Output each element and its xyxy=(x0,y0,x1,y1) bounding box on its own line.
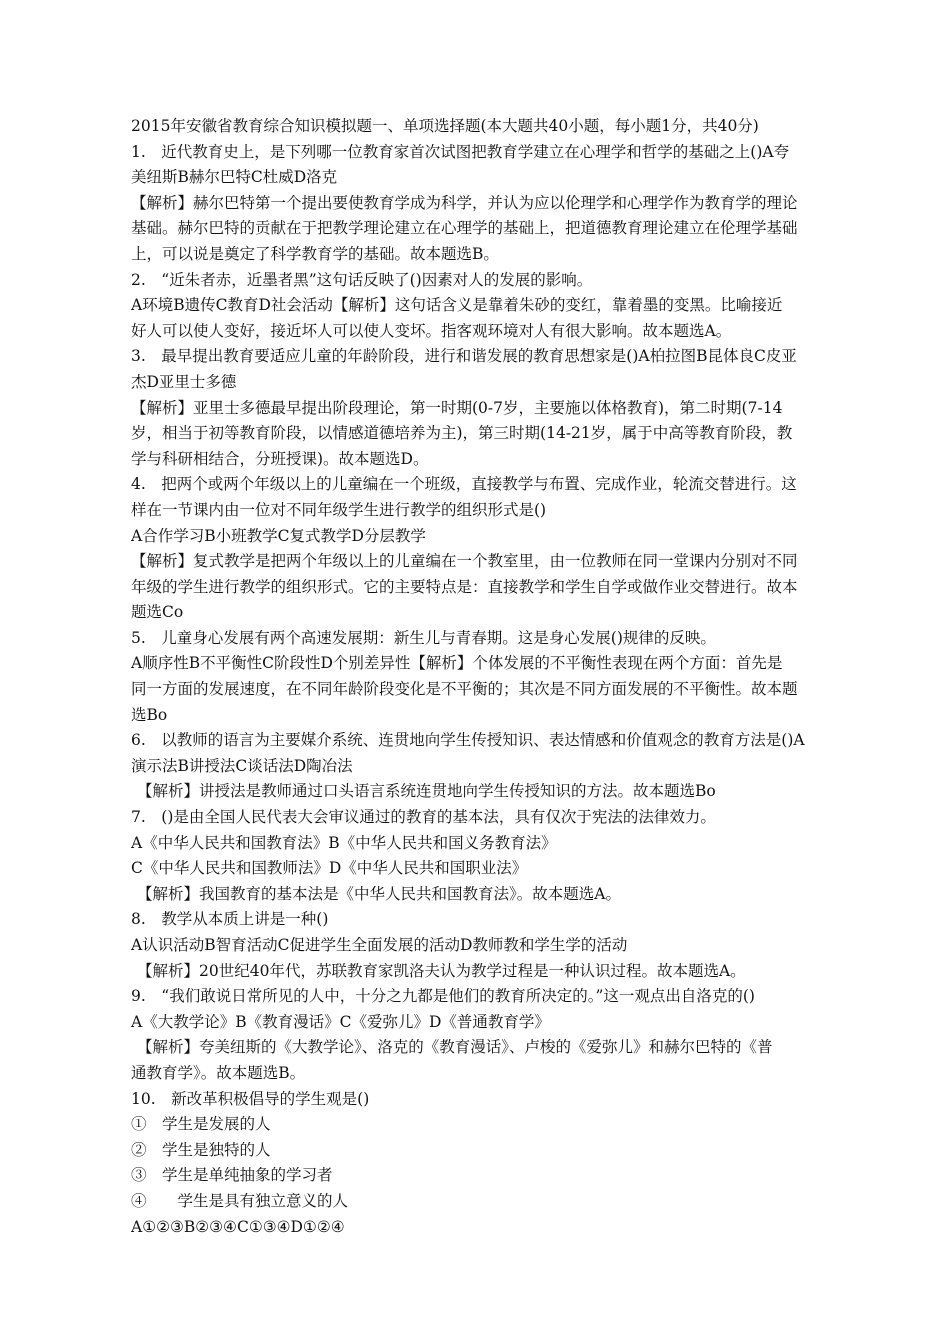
question-10: 10. 新改革积极倡导的学生观是() xyxy=(131,1089,370,1108)
question-6-options: 演示法B讲授法C谈话法D陶冶法 xyxy=(131,756,353,775)
question-10-statement: ④ 学生是具有独立意义的人 xyxy=(131,1191,349,1210)
question-3-analysis: 岁，相当于初等教育阶段，以情感道德培养为主)，第三时期(14-21岁，属于中高等教育阶段，教 xyxy=(131,424,793,443)
question-3: 3. 最早提出教育要适应儿童的年龄阶段，进行和谐发展的教育思想家是()A柏拉图B昆体良C皮亚 xyxy=(131,347,797,366)
question-4-options: A合作学习B小班教学C复式教学D分层教学 xyxy=(131,526,426,545)
question-7-options: C《中华人民共和国教师法》D《中华人民共和国职业法》 xyxy=(131,859,528,878)
document-title: 2015年安徽省教育综合知识模拟题一、单项选择题(本大题共40小题，每小题1分，共40分) xyxy=(131,117,759,135)
question-8: 8. 教学从本质上讲是一种() xyxy=(131,910,329,929)
question-8-analysis: 【解析】20世纪40年代，苏联教育家凯洛夫认为教学过程是一种认识过程。故本题选A。 xyxy=(137,961,746,980)
question-9-analysis: 通教育学》。故本题选B。 xyxy=(131,1063,306,1082)
question-4: 样在一节课内由一位对不同年级学生进行教学的组织形式是() xyxy=(131,500,547,519)
question-1: 1. 近代教育史上，是下列哪一位教育家首次试图把教育学建立在心理学和哲学的基础之上()A夸 xyxy=(131,142,790,161)
question-4-analysis: 年级的学生进行教学的组织形式。它的主要特点是：直接教学和学生自学或做作业交替进行。故本 xyxy=(131,577,798,596)
question-6: 6. 以教师的语言为主要媒介系统、连贯地向学生传授知识、表达情感和价值观念的教育方法是()A xyxy=(131,731,805,750)
question-7-analysis: 【解析】我国教育的基本法是《中华人民共和国教育法》。故本题选A。 xyxy=(137,884,621,903)
question-3-options: 杰D亚里士多德 xyxy=(131,372,237,391)
question-4-analysis: 题选Co xyxy=(131,603,184,622)
question-2-analysis: 好人可以使人变好，接近坏人可以使人变坏。指客观环境对人有很大影响。故本题选A。 xyxy=(131,321,732,340)
question-10-options: A①②③B②③④C①③④D①②④ xyxy=(131,1217,345,1236)
question-9: 9. “我们敢说日常所见的人中，十分之九都是他们的教育所决定的。”这一观点出自洛克的() xyxy=(131,987,755,1006)
question-1-analysis: 上，可以说是奠定了科学教育学的基础。故本题选B。 xyxy=(131,244,499,263)
question-4-analysis: 【解析】复式教学是把两个年级以上的儿童编在一个教室里，由一位教师在同一堂课内分别对不同 xyxy=(131,552,798,571)
question-7-options: A《中华人民共和国教育法》B《中华人民共和国义务教育法》 xyxy=(131,833,557,852)
question-5-analysis: 同一方面的发展速度，在不同年龄阶段变化是不平衡的；其次是不同方面发展的不平衡性。故本题 xyxy=(131,680,798,699)
question-8-options: A认识活动B智育活动C促进学生全面发展的活动D教师教和学生学的活动 xyxy=(131,936,628,954)
question-5-options-analysis: A顺序性B不平衡性C阶段性D个别差异性【解析】个体发展的不平衡性表现在两个方面：首先是 xyxy=(131,654,783,673)
question-1-options: 美纽斯B赫尔巴特C杜威D洛克 xyxy=(131,168,338,187)
question-10-statement: ① 学生是发展的人 xyxy=(131,1115,271,1134)
question-10-statement: ③ 学生是单纯抽象的学习者 xyxy=(131,1166,333,1185)
question-4: 4. 把两个或两个年级以上的儿童编在一个班级，直接教学与布置、完成作业，轮流交替进行。这 xyxy=(131,475,797,494)
document-page xyxy=(131,114,869,1240)
question-10-statement: ② 学生是独特的人 xyxy=(131,1140,271,1159)
question-1-analysis: 【解析】赫尔巴特第一个提出要使教育学成为科学，并认为应以伦理学和心理学作为教育学的理论 xyxy=(131,193,798,212)
question-3-analysis: 学与科研相结合，分班授课)。故本题选D。 xyxy=(131,449,429,468)
question-3-analysis: 【解析】亚里士多德最早提出阶段理论，第一时期(0-7岁，主要施以体格教育)，第二时期(7-14 xyxy=(131,398,783,417)
question-5: 5. 儿童身心发展有两个高速发展期：新生儿与青春期。这是身心发展()规律的反映。 xyxy=(131,628,716,647)
question-6-analysis: 【解析】讲授法是教师通过口头语言系统连贯地向学生传授知识的方法。故本题选Bo xyxy=(137,782,716,801)
question-5-analysis: 选Bo xyxy=(131,705,168,724)
question-7: 7. ()是由全国人民代表大会审议通过的教育的基本法，具有仅次于宪法的法律效力。 xyxy=(131,808,716,827)
question-9-analysis: 【解析】夸美纽斯的《大教学论》、洛克的《教育漫话》、卢梭的《爱弥儿》和赫尔巴特的《普 xyxy=(137,1038,773,1057)
question-2-options-analysis: A环境B遗传C教育D社会活动【解析】这句话含义是靠着朱砂的变红，靠着墨的变黑。比喻接近 xyxy=(131,296,783,315)
question-2: 2. “近朱者赤，近墨者黑”这句话反映了()因素对人的发展的影响。 xyxy=(131,270,593,289)
question-1-analysis: 基础。赫尔巴特的贡献在于把教学理论建立在心理学的基础上，把道德教育理论建立在伦理学基础 xyxy=(131,219,798,238)
question-9-options: A《大教学论》B《教育漫话》C《爱弥儿》D《普通教育学》 xyxy=(131,1012,550,1031)
